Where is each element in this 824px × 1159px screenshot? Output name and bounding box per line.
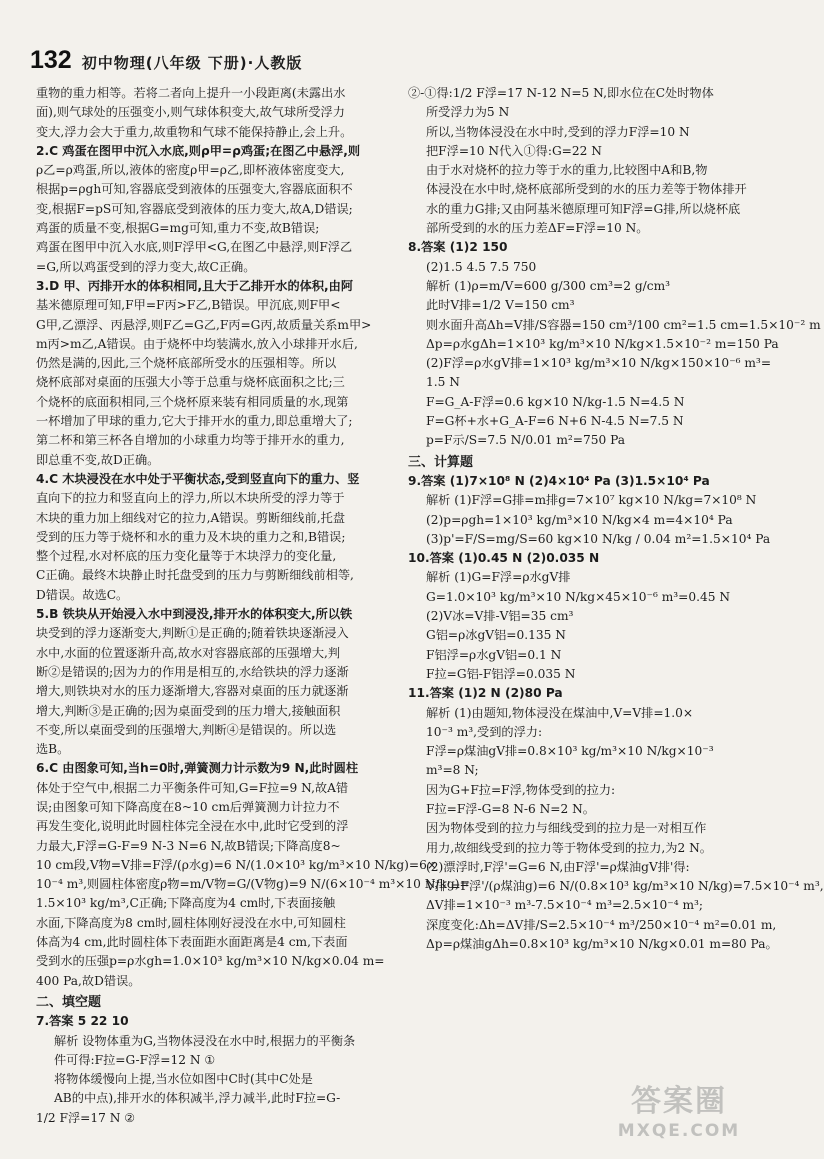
text-line: 个烧杯的底面积相同,三个烧杯原来装有相同质量的水,现第	[36, 394, 349, 409]
text-line: 解析 (1)F浮=G排=m排g=7×10⁷ kg×10 N/kg=7×10⁸ N	[426, 493, 757, 508]
text-line: m³=8 N;	[426, 763, 479, 778]
text-line: ②-①得:1/2 F浮=17 N-12 N=5 N,即水位在C处时物体	[408, 86, 714, 100]
text-line: m丙>m乙,A错误。由于烧杯中均装满水,放入小球排开水后,	[36, 336, 358, 351]
text-line: F=G杯+水+G_A-F=6 N+6 N-4.5 N=7.5 N	[426, 414, 684, 429]
text-line: 基米德原理可知,F甲=F丙>F乙,B错误。甲沉底,则F甲<	[36, 298, 341, 313]
text-line: 部所受到的水的压力差ΔF=F浮=10 N。	[426, 221, 649, 236]
text-line: 增大,则铁块对水的压力逐渐增大,容器对桌面的压力就逐渐	[36, 684, 349, 699]
text-line: 鸡蛋的质量不变,根据G=mg可知,重力不变,故B错误;	[36, 221, 320, 236]
text-line: 3.D 甲、丙排开水的体积相同,且大于乙排开水的体积,由阿	[36, 278, 354, 293]
text-line: 烧杯底部对桌面的压强大小等于总重与烧杯底面积之比;三	[36, 375, 345, 390]
page-number: 132	[30, 46, 72, 74]
right-column	[408, 84, 824, 954]
text-line: (3)p'=F/S=mg/S=60 kg×10 N/kg / 0.04 m²=1.5×10⁴ Pa	[426, 531, 771, 546]
text-line: (2)漂浮时,F浮'=G=6 N,由F浮'=ρ煤油gV排'得:	[426, 859, 690, 874]
text-line: 解析 设物体重为G,当物体浸没在水中时,根据力的平衡条	[54, 1033, 356, 1048]
text-line: 1.5 N	[426, 375, 460, 390]
text-line: 直向下的拉力和竖直向上的浮力,所以木块所受的浮力等于	[36, 491, 345, 506]
text-line: 10⁻³ m³,受到的浮力:	[426, 724, 543, 739]
text-line: 受到的压力等于烧杯和水的重力及木块的重力之和,B错误;	[36, 529, 346, 544]
text-line: 鸡蛋在图甲中沉入水底,则F浮甲<G,在图乙中悬浮,则F浮乙	[36, 240, 353, 255]
text-line: 体浸没在水中时,烧杯底部所受到的水的压力差等于物体排开	[426, 182, 747, 197]
text-line: 11.答案 (1)2 N (2)80 Pa	[408, 686, 563, 701]
text-line: 8.答案 (1)2 150	[408, 240, 508, 255]
text-line: 不变,所以桌面受到的压强增大,判断④是错误的。所以选	[36, 722, 337, 737]
text-line: F铝浮=ρ水gV铝=0.1 N	[426, 647, 562, 662]
text-line: C正确。最终木块静止时托盘受到的压力与剪断细线前相等,	[36, 568, 354, 583]
page-header	[30, 46, 302, 72]
text-line: 三、计算题	[408, 454, 474, 470]
text-line: 1.5×10³ kg/m³,C正确;下降高度为4 cm时,下表面接触	[36, 896, 336, 911]
text-line: 力最大,F浮=G-F=9 N-3 N=6 N,故B错误;下降高度8~	[36, 838, 341, 853]
text-line: 解析 (1)由题知,物体浸没在煤油中,V=V排=1.0×	[426, 705, 694, 720]
text-line: 即总重不变,故D正确。	[36, 452, 160, 467]
text-line: 9.答案 (1)7×10⁸ N (2)4×10⁴ Pa (3)1.5×10⁴ Pa	[408, 473, 710, 488]
text-line: V排'=F浮'/(ρ煤油g)=6 N/(0.8×10³ kg/m³×10 N/kg)=7.5×10⁻⁴ m³,	[426, 879, 824, 894]
text-line: 10⁻⁴ m³,则圆柱体密度ρ物=m/V物=G/(V物g)=9 N/(6×10⁻⁴ m³×10 N/kg)=	[36, 877, 470, 892]
text-line: 解析 (1)G=F浮=ρ水gV排	[426, 570, 571, 585]
text-line: 7.答案 5 22 10	[36, 1014, 129, 1029]
text-line: G铝=ρ冰gV铝=0.135 N	[426, 628, 566, 643]
text-line: 把F浮=10 N代入①得:G=22 N	[426, 143, 602, 158]
text-line: 整个过程,水对杯底的压力变化量等于木块浮力的变化量,	[36, 549, 337, 564]
text-line: 受到水的压强p=ρ水gh=1.0×10³ kg/m³×10 N/kg×0.04 m=	[36, 954, 385, 969]
text-line: 10.答案 (1)0.45 N (2)0.035 N	[408, 551, 600, 566]
text-line: p=F示/S=7.5 N/0.01 m²=750 Pa	[426, 433, 626, 448]
text-line: F浮=ρ煤油gV排=0.8×10³ kg/m³×10 N/kg×10⁻³	[426, 744, 714, 759]
text-line: 木块的重力加上细线对它的拉力,A错误。剪断细线前,托盘	[36, 510, 346, 525]
text-line: 此时V排=1/2 V=150 cm³	[426, 298, 575, 313]
text-line: 10 cm段,V物=V排=F浮/(ρ水g)=6 N/(1.0×10³ kg/m³×10 N/kg)=6×	[36, 857, 438, 872]
text-line: F拉=G铝-F铝浮=0.035 N	[426, 666, 576, 681]
text-line: 块受到的浮力逐渐变大,判断①是正确的;随着铁块逐渐浸入	[36, 626, 349, 641]
text-line: 选B。	[36, 742, 70, 757]
text-line: Δp=ρ煤油gΔh=0.8×10³ kg/m³×10 N/kg×0.01 m=80 Pa。	[426, 937, 778, 952]
text-line: F=G_A-F浮=0.6 kg×10 N/kg-1.5 N=4.5 N	[426, 394, 685, 409]
text-line: 所以,当物体浸没在水中时,受到的浮力F浮=10 N	[426, 124, 690, 139]
text-line: 变大,浮力会大于重力,故重物和气球不能保持静止,会上升。	[36, 124, 353, 139]
text-line: 2.C 鸡蛋在图甲中沉入水底,则ρ甲=ρ鸡蛋;在图乙中悬浮,则	[36, 143, 361, 158]
text-line: 误;由图象可知下降高度在8~10 cm后弹簧测力计拉力不	[36, 799, 340, 814]
text-line: G=1.0×10³ kg/m³×10 N/kg×45×10⁻⁶ m³=0.45 N	[426, 589, 731, 604]
text-line: 水面,下降高度为8 cm时,圆柱体刚好浸没在水中,可知圆柱	[36, 915, 346, 930]
text-line: Δp=ρ水gΔh=1×10³ kg/m³×10 N/kg×1.5×10⁻² m=150 Pa	[426, 336, 779, 351]
text-line: 4.C 木块浸没在水中处于平衡状态,受到竖直向下的重力、竖	[36, 471, 360, 486]
text-line: 用力,故细线受到的拉力等于物体受到的拉力,为2 N。	[426, 840, 712, 855]
book-title: 初中物理(八年级 下册)·人教版	[81, 54, 303, 72]
text-line: 所受浮力为5 N	[426, 105, 510, 120]
text-line: =G,所以鸡蛋受到的浮力变大,故C正确。	[36, 259, 256, 274]
text-line: 体高为4 cm,此时圆柱体下表面距水面距离是4 cm,下表面	[36, 935, 348, 950]
text-line: G甲,乙漂浮、丙悬浮,则F乙=G乙,F丙=G丙,故质量关系m甲>	[36, 317, 372, 332]
text-line: 则水面升高Δh=V排/S容器=150 cm³/100 cm²=1.5 cm=1.5×10⁻² m	[426, 317, 821, 332]
text-line: (2)1.5 4.5 7.5 750	[426, 259, 537, 274]
text-line: 体处于空气中,根据二力平衡条件可知,G=F拉=9 N,故A错	[36, 780, 349, 795]
text-line: 400 Pa,故D错误。	[36, 973, 141, 988]
text-line: AB的中点),排开水的体积减半,浮力减半,此时F拉=G-	[54, 1091, 341, 1106]
watermark	[604, 1083, 754, 1149]
text-line: 深度变化:Δh=ΔV排/S=2.5×10⁻⁴ m³/250×10⁻⁴ m²=0.01 m,	[426, 917, 777, 932]
text-line: 重物的重力相等。若将二者向上提升一小段距离(未露出水	[36, 86, 346, 100]
text-line: 水的重力G排;又由阿基米德原理可知F浮=G排,所以烧杯底	[426, 201, 741, 216]
text-line: 二、填空题	[36, 994, 102, 1010]
text-line: 水中,水面的位置逐渐升高,故水对容器底部的压强增大,判	[36, 645, 341, 660]
text-line: (2)V冰=V排-V铝=35 cm³	[426, 609, 574, 624]
text-line: 由于水对烧杯的拉力等于水的重力,比较图中A和B,物	[426, 163, 708, 178]
text-line: 1/2 F浮=17 N ②	[36, 1110, 136, 1125]
watermark-logo: 答案圈	[631, 1084, 727, 1119]
text-line: ΔV排=1×10⁻³ m³-7.5×10⁻⁴ m³=2.5×10⁻⁴ m³;	[426, 898, 704, 913]
text-line: (2)p=ρgh=1×10³ kg/m³×10 N/kg×4 m=4×10⁴ Pa	[426, 512, 733, 527]
text-line: F拉=F浮-G=8 N-6 N=2 N。	[426, 801, 595, 816]
text-line: 5.B 铁块从开始浸入水中到浸没,排开水的体积变大,所以铁	[36, 607, 353, 622]
text-line: 一杯增加了甲球的重力,它大于排开水的重力,即总重增大了;	[36, 414, 353, 429]
watermark-site: MXQE.COM	[617, 1121, 741, 1141]
text-line: ρ乙=ρ鸡蛋,所以,液体的密度ρ甲=ρ乙,即杯液体密度变大,	[36, 163, 345, 178]
text-line: 增大,判断③是正确的;因为桌面受到的压力增大,接触面积	[36, 703, 341, 718]
text-line: 件可得:F拉=G-F浮=12 N ①	[54, 1052, 216, 1067]
text-line: 变,根据F=pS可知,容器底受到液体的压力变大,故A,D错误;	[36, 201, 353, 216]
text-line: 因为物体受到的拉力与细线受到的拉力是一对相互作	[426, 821, 707, 836]
text-line: 6.C 由图象可知,当h=0时,弹簧测力计示数为9 N,此时圆柱	[36, 761, 359, 776]
text-line: 因为G+F拉=F浮,物体受到的拉力:	[426, 782, 616, 797]
text-line: 解析 (1)ρ=m/V=600 g/300 cm³=2 g/cm³	[426, 278, 671, 293]
text-line: 仍然是满的,因此,三个烧杯底部所受水的压强相等。所以	[36, 356, 337, 371]
text-line: D错误。故选C。	[36, 587, 129, 602]
text-line: 根据p=ρgh可知,容器底受到液体的压强变大,容器底面积不	[36, 182, 353, 197]
text-line: 第二杯和第三杯各自增加的小球重力均等于排开水的重力,	[36, 433, 345, 448]
text-line: 再发生变化,说明此时圆柱体完全浸在水中,此时它受到的浮	[36, 819, 349, 834]
text-line: 断②是错误的;因为力的作用是相互的,水给铁块的浮力逐渐	[36, 664, 349, 679]
text-line: (2)F浮=ρ水gV排=1×10³ kg/m³×10 N/kg×150×10⁻⁶ m³=	[426, 356, 772, 371]
text-line: 将物体缓慢向上提,当水位如图中C时(其中C处是	[54, 1072, 313, 1087]
text-line: 面),则气球处的压强变小,则气球体积变大,故气球所受浮力	[36, 105, 345, 120]
